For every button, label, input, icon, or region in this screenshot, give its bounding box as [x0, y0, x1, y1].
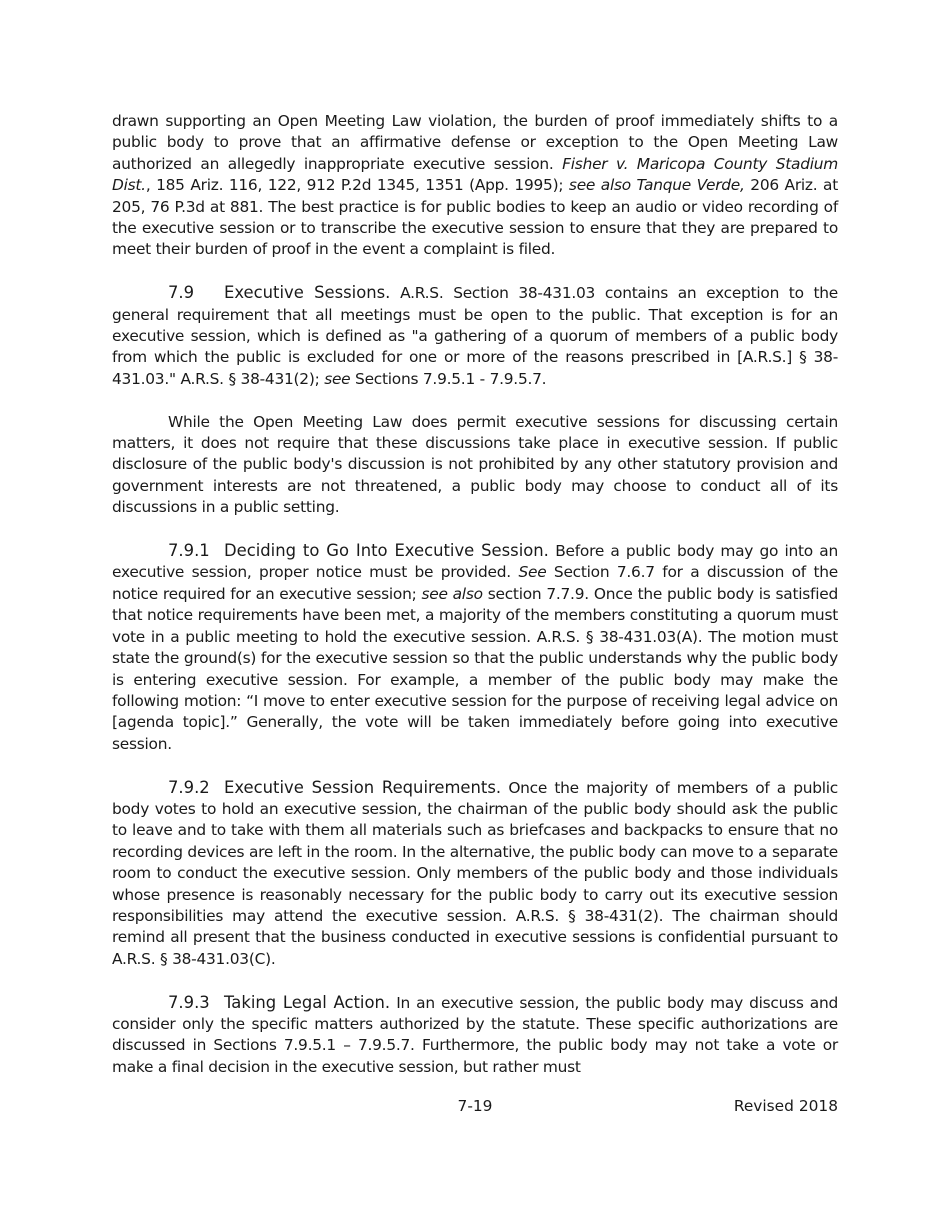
text: Sections 7.9.5.1 - 7.9.5.7.: [350, 369, 547, 388]
section-heading: Taking Legal Action.: [224, 992, 391, 1012]
section-7-9-2: [112, 777, 838, 971]
section-heading: Executive Session Requirements.: [224, 777, 502, 797]
section-number: 7.9.1: [168, 541, 210, 561]
section-heading: Executive Sessions.: [224, 283, 391, 303]
page-body: [112, 111, 838, 1100]
case-citation: Fisher v. Maricopa County Stadium Dist.: [112, 154, 838, 195]
text: A.R.S. Section 38-431.03 contains an exception to the general requirement that all meetings must be open to the public. That exception is for an executive session, which is defined as "a gathering of a quorum of members of a public body from which the public is excluded for one or more of the reasons prescribed in [A.R.S.] § 38-431.03." A.R.S. § 38-431(2);: [112, 284, 838, 388]
section-number: 7.9.2: [168, 777, 210, 797]
text: Before a public body may go into an executive session, proper notice must be provided.: [112, 542, 838, 582]
signal-see-also: see also: [421, 584, 483, 603]
paragraph-while: While the Open Meeting Law does permit executive sessions for discussing certain matters, it does not require that these discussions take place in executive session. If public disclosure of the public body's discussion is not prohibited by any other statutory provision and government interests are not threatened, a public body may choose to conduct all of its discussions in a public setting.: [112, 412, 838, 517]
section-7-9-1: [112, 540, 838, 755]
section-heading: Deciding to Go Into Executive Session.: [224, 541, 549, 561]
signal-see-also: see also Tanque Verde,: [568, 176, 745, 195]
paragraph-intro: [112, 111, 838, 261]
text: 206 Ariz. at 205, 76 P.3d at 881. The best practice is for public bodies to keep an audio or video recording of the executive session or to transcribe the executive session to ensure that they are prepared to meet their burden of proof in the event a complaint is filed.: [112, 176, 839, 259]
section-7-9: [112, 282, 838, 390]
text: , 185 Ariz. 116, 122, 912 P.2d 1345, 1351 (App. 1995);: [145, 176, 569, 195]
text: drawn supporting an Open Meeting Law violation, the burden of proof immediately shifts to a public body to prove that an affirmative defense or exception to the Open Meeting Law authorized an allegedly inappropriate executive session.: [112, 112, 838, 173]
section-7-9-3: [112, 992, 838, 1079]
text: In an executive session, the public body may discuss and consider only the specific matters authorized by the statute. These specific authorizations are discussed in Sections 7.9.5.1 – 7.9.5.7. Furthermore, the public body may not take a vote or make a final decision in the executive session, but rather must: [112, 993, 838, 1076]
page-footer: [112, 1097, 838, 1119]
text: Once the majority of members of a public body votes to hold an executive session, the chairman of the public body should ask the public to leave and to take with them all materials such as briefcases and backpacks to ensure that no recording devices are left in the room. In the alternative, the public body can move to a separate room to conduct the executive session. Only members of the public body and those individuals whose presence is reasonably necessary for the public body to carry out its executive session responsibilities may attend the executive session. A.R.S. § 38-431(2). The chairman should remind all present that the business conducted in executive sessions is confidential pursuant to A.R.S. § 38-431.03(C).: [112, 778, 838, 968]
signal-see: see: [324, 369, 351, 388]
revision-date: Revised 2018: [733, 1097, 838, 1115]
text: section 7.7.9. Once the public body is satisfied that notice requirements have been met, a majority of the members constituting a quorum must vote in a public meeting to hold the executive session. A.R.S. § 38-431.03(A). The motion must state the ground(s) for the executive session so that the public understands why the public body is entering executive session. For example, a member of the public body may make the following motion: “I move to enter executive session for the purpose of receiving legal advice on [agenda topic].” Generally, the vote will be taken immediately before going into executive session.: [112, 584, 838, 753]
signal-see: See: [518, 563, 547, 582]
text: Section 7.6.7 for a discussion of the notice required for an executive session;: [112, 563, 838, 603]
section-number: 7.9: [168, 283, 195, 303]
section-number: 7.9.3: [168, 992, 210, 1012]
page-number: 7-19: [457, 1097, 493, 1115]
